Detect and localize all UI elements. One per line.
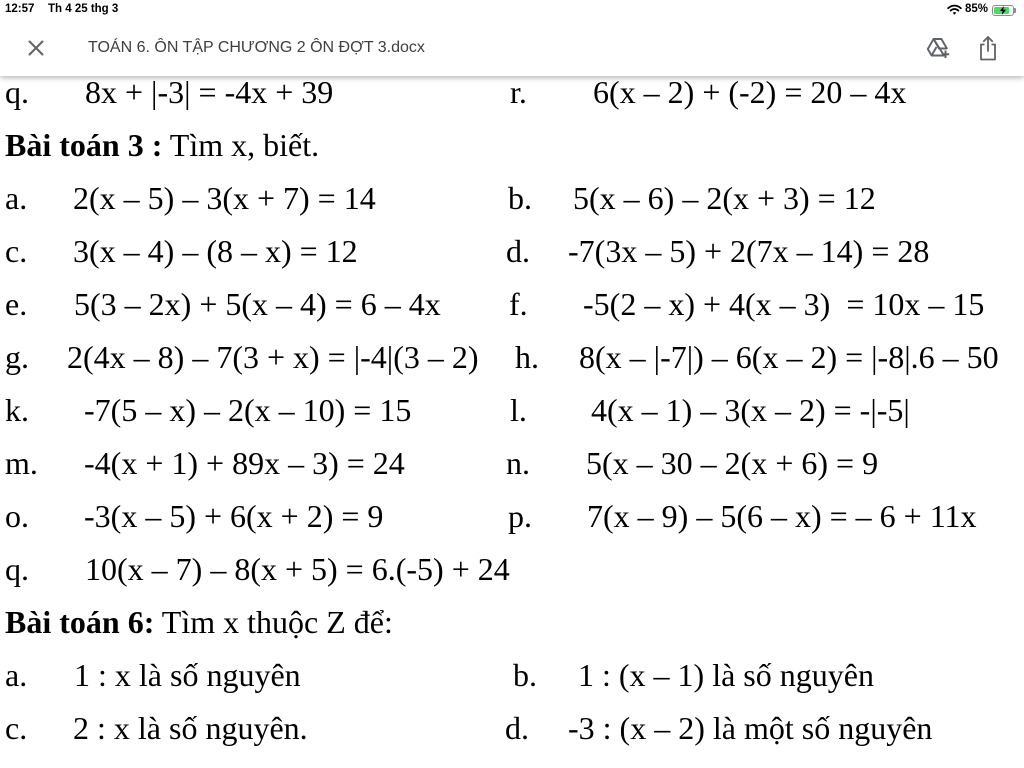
item-row: [0, 331, 1024, 384]
charging-bolt-icon: [999, 6, 1007, 15]
item-expression: 2 : x là số nguyên.: [73, 709, 308, 746]
app-header: [0, 20, 1024, 76]
battery-charging-icon: [992, 5, 1017, 16]
battery-percentage: 85%: [965, 3, 989, 15]
item-label: g.: [5, 338, 29, 375]
status-time: 12:57: [5, 3, 35, 15]
item-expression: -7(3x – 5) + 2(7x – 14) = 28: [568, 232, 930, 269]
item-expression: 5(x – 6) – 2(x + 3) = 12: [573, 179, 876, 216]
item-expression: 8x + |-3| = -4x + 39: [85, 76, 334, 110]
item-row: [0, 490, 1024, 543]
close-button[interactable]: [28, 40, 44, 56]
item-expression: 2(4x – 8) – 7(3 + x) = |-4|(3 – 2): [67, 338, 479, 375]
item-label: m.: [5, 444, 38, 481]
item-row: [0, 649, 1024, 702]
item-expression: 5(x – 30 – 2(x + 6) = 9: [586, 444, 879, 481]
item-row: [0, 172, 1024, 225]
item-row: [0, 702, 1024, 755]
item-label: q.: [5, 550, 29, 587]
document-page[interactable]: [0, 76, 1024, 768]
item-expression: 6(x – 2) + (-2) = 20 – 4x: [593, 76, 907, 110]
status-date: Th 4 25 thg 3: [48, 3, 119, 15]
item-label: e.: [5, 285, 28, 322]
document-title: TOÁN 6. ÔN TẬP CHƯƠNG 2 ÔN ĐỢT 3.docx: [88, 39, 425, 56]
problem-heading-instruction: Tìm x thuộc Z để:: [161, 603, 393, 640]
wifi-icon: [947, 4, 962, 15]
item-label: c.: [5, 709, 28, 746]
item-expression: -3(x – 5) + 6(x + 2) = 9: [84, 497, 384, 534]
item-expression: 5(3 – 2x) + 5(x – 4) = 6 – 4x: [74, 285, 441, 322]
item-label: q.: [5, 76, 29, 110]
item-label: r.: [510, 76, 527, 110]
item-expression: 8(x – |-7|) – 6(x – 2) = |-8|.6 – 50: [579, 338, 999, 375]
item-expression: -3 : (x – 2) là một số nguyên: [568, 709, 933, 746]
item-expression: -4(x + 1) + 89x – 3) = 24: [84, 444, 405, 481]
item-expression: -5(2 – x) + 4(x – 3) = 10x – 15: [583, 285, 985, 322]
problem-heading: [0, 596, 1024, 649]
item-label: b.: [508, 179, 532, 216]
item-label: a.: [5, 179, 28, 216]
item-expression: 10(x – 7) – 8(x + 5) = 6.(-5) + 24: [85, 550, 510, 587]
item-row: [0, 384, 1024, 437]
item-row: [0, 278, 1024, 331]
item-expression: 2(x – 5) – 3(x + 7) = 14: [73, 179, 376, 216]
problem-heading-instruction: Tìm x, biết.: [169, 126, 320, 163]
item-expression: 4(x – 1) – 3(x – 2) = -|-5|: [591, 391, 910, 428]
item-label: f.: [509, 285, 528, 322]
item-expression: 1 : x là số nguyên: [74, 656, 301, 693]
item-row: [0, 225, 1024, 278]
close-icon: [28, 40, 44, 56]
item-row: [0, 76, 1024, 119]
item-row: [0, 437, 1024, 490]
item-label: d.: [505, 709, 529, 746]
add-to-drive-button[interactable]: [926, 37, 950, 59]
problem-heading-number: Bài toán 3 :: [5, 126, 163, 163]
item-label: h.: [515, 338, 539, 375]
item-label: c.: [5, 232, 28, 269]
item-label: l.: [510, 391, 527, 428]
item-expression: 3(x – 4) – (8 – x) = 12: [73, 232, 358, 269]
problem-heading-number: Bài toán 6:: [5, 603, 155, 640]
item-expression: -7(5 – x) – 2(x – 10) = 15: [84, 391, 412, 428]
item-expression: 1 : (x – 1) là số nguyên: [578, 656, 874, 693]
item-label: k.: [5, 391, 29, 428]
item-label: o.: [5, 497, 29, 534]
add-to-drive-icon: [926, 37, 950, 59]
share-button[interactable]: [978, 35, 998, 61]
item-label: a.: [5, 656, 28, 693]
item-label: b.: [513, 656, 537, 693]
item-label: d.: [506, 232, 530, 269]
problem-heading: [0, 119, 1024, 172]
item-row: [0, 543, 1024, 596]
item-label: p.: [508, 497, 532, 534]
status-bar: [0, 0, 1024, 20]
item-label: n.: [506, 444, 530, 481]
share-icon: [978, 35, 998, 61]
item-expression: 7(x – 9) – 5(6 – x) = – 6 + 11x: [587, 497, 977, 534]
